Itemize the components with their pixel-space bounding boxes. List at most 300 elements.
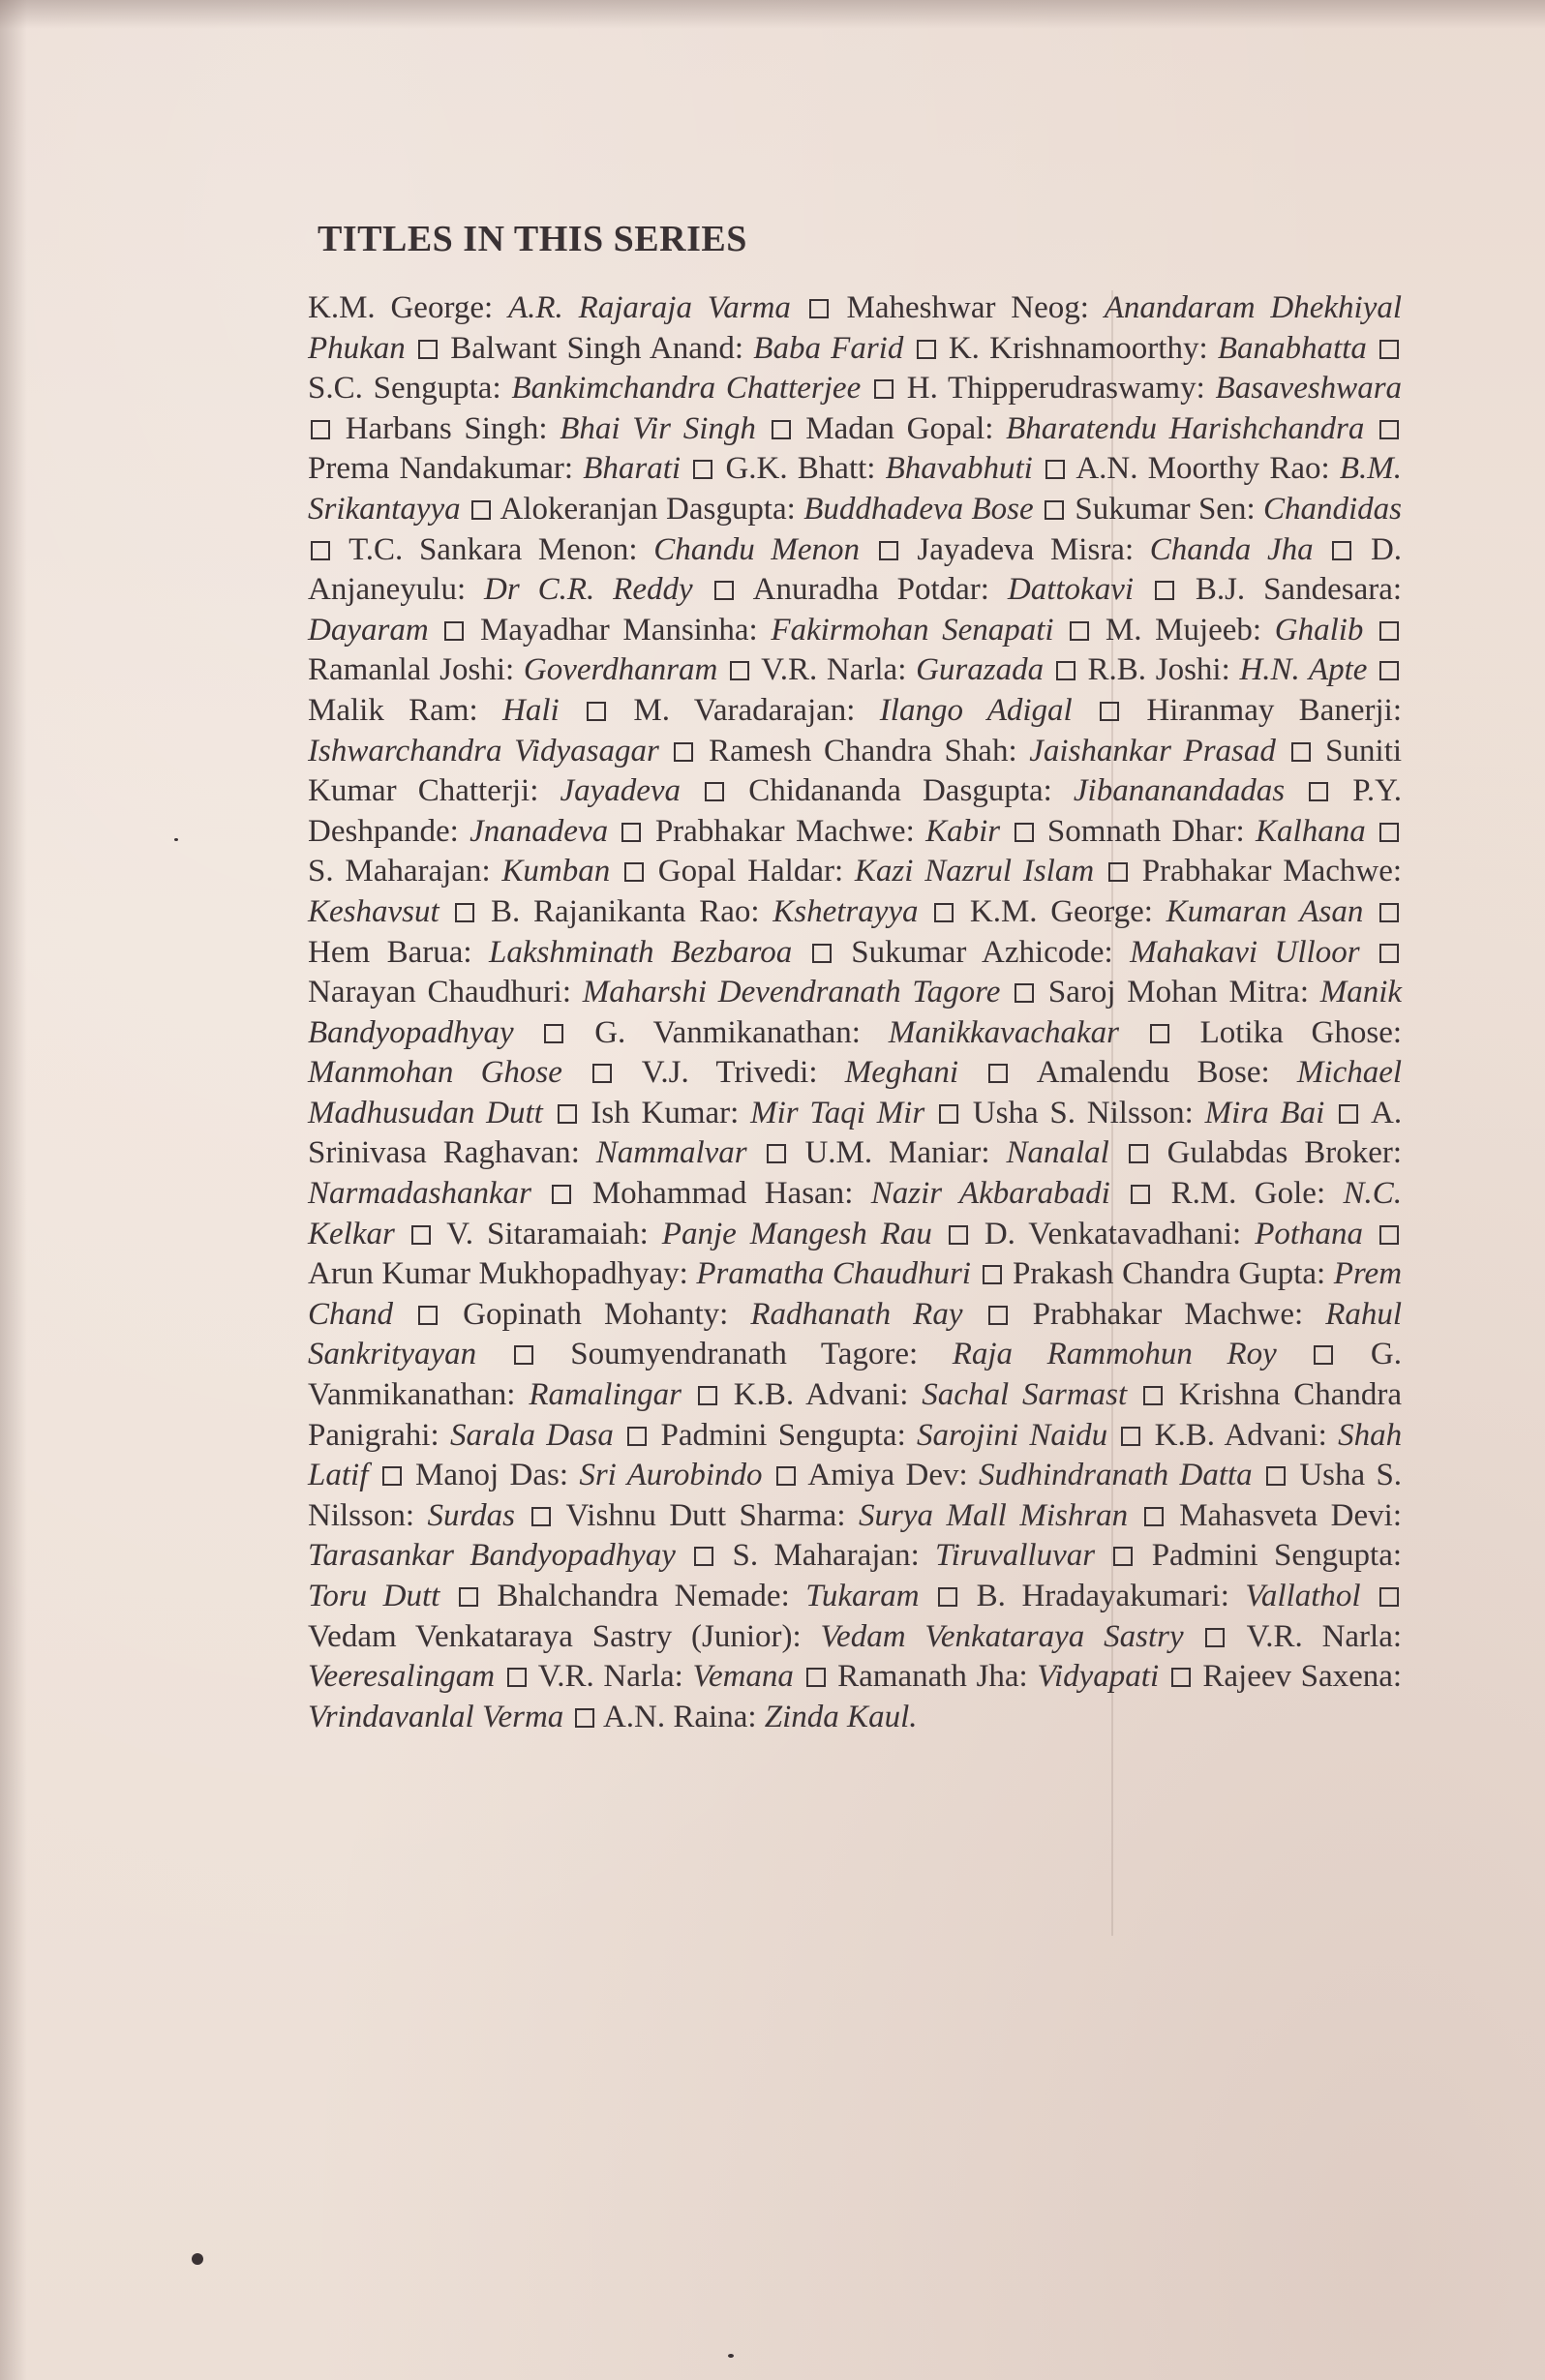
entry-author: V.R. Narla xyxy=(537,1659,675,1695)
series-entry: G.K. Bhatt: Bhavabhuti xyxy=(725,451,1033,487)
entry-author: Prabhakar Machwe xyxy=(1032,1296,1295,1332)
separator-box-icon xyxy=(1143,1386,1163,1405)
separator-box-icon xyxy=(459,1587,478,1607)
series-entry: Lotika Ghose: Manmohan Ghose xyxy=(308,1014,1403,1091)
ink-speck xyxy=(174,838,178,841)
ink-speck xyxy=(728,2354,734,2358)
entry-author: Jayadeva Misra xyxy=(917,531,1125,567)
entry-title: H.N. Apte xyxy=(1239,652,1368,688)
entry-title: Radhanath Ray xyxy=(750,1296,963,1332)
series-entry: Saroj Mohan Mitra: Manik Bandyopadhyay xyxy=(308,975,1403,1050)
separator-box-icon xyxy=(938,1587,957,1607)
entry-author: V.R. Narla xyxy=(1246,1618,1393,1654)
entry-title: Dattokavi xyxy=(1007,572,1135,608)
entry-title: Vallathol xyxy=(1245,1579,1361,1613)
separator-box-icon xyxy=(698,1386,717,1405)
entry-title: Hali xyxy=(502,692,560,728)
entry-author: Usha S. Nilsson xyxy=(972,1095,1185,1130)
separator-box-icon xyxy=(1379,420,1399,439)
series-entry: Prabhakar Machwe: Rahul Sankrityayan xyxy=(308,1296,1403,1372)
series-entry: Manoj Das: Sri Aurobindo xyxy=(415,1458,763,1493)
entry-author: S. Maharajan xyxy=(308,854,482,889)
series-entry: V.R. Narla: Gurazada xyxy=(761,652,1045,688)
entry-author: Prema Nandakumar xyxy=(308,451,564,487)
separator-box-icon xyxy=(714,581,734,600)
titles-list xyxy=(308,288,1402,1737)
separator-box-icon xyxy=(1379,903,1399,922)
entry-title: Jibananandadas xyxy=(1073,773,1286,809)
entry-title: Kumban xyxy=(501,854,611,889)
series-entry: Prabhakar Machwe: Keshavsut xyxy=(308,854,1403,929)
entry-author: Maheshwar Neog xyxy=(846,290,1080,325)
series-entry: S.C. Sengupta: Bankimchandra Chatterjee xyxy=(308,371,862,407)
separator-box-icon xyxy=(411,1225,431,1245)
series-entry: V.R. Narla: Vemana xyxy=(537,1659,794,1695)
series-entry: Amiya Dev: Sudhindranath Datta xyxy=(807,1458,1253,1493)
separator-box-icon xyxy=(934,903,954,922)
series-entry: G. Vanmikanathan: Manikkavachakar xyxy=(594,1014,1119,1050)
separator-box-icon xyxy=(1100,702,1119,721)
series-entry: P.Y. Deshpande: Jnanadeva xyxy=(308,773,1403,849)
entry-title: Narmadashankar xyxy=(308,1176,532,1212)
entry-author: Prakash Chandra Gupta xyxy=(1013,1256,1318,1292)
entry-author: K.M. George xyxy=(308,290,484,325)
separator-box-icon xyxy=(1266,1466,1286,1486)
entry-author: Prabhakar Machwe xyxy=(654,813,906,849)
entry-title: Nazir Akbarabadi xyxy=(870,1176,1110,1212)
entry-author: K.M. George xyxy=(969,893,1144,929)
series-entry: K.M. George: Kumaran Asan xyxy=(969,893,1364,929)
entry-title: Anandaram Dhekhiyal Phukan xyxy=(308,290,1403,366)
separator-box-icon xyxy=(1070,621,1089,641)
entry-title: Panje Mangesh Rau xyxy=(661,1216,932,1251)
entry-author: Amiya Dev xyxy=(807,1458,959,1493)
series-entry: Somnath Dhar: Kalhana xyxy=(1046,813,1366,849)
entry-title: Dayaram xyxy=(308,612,429,648)
entry-author: K. Krishnamoorthy xyxy=(948,330,1199,366)
series-entry: S. Maharajan: Kumban xyxy=(308,854,611,889)
entry-author: Mayadhar Mansinha xyxy=(479,612,749,648)
series-entry: Jayadeva Misra: Chanda Jha xyxy=(917,531,1314,567)
entry-title: Pothana xyxy=(1255,1216,1364,1251)
entry-author: Mahasveta Devi xyxy=(1179,1497,1393,1533)
series-entry: Soumyendranath Tagore: Raja Rammohun Roy xyxy=(570,1337,1277,1372)
series-entry: Ramanath Jha: Vidyapati xyxy=(837,1659,1160,1695)
separator-box-icon xyxy=(1339,1104,1358,1124)
entry-author: B.J. Sandesara xyxy=(1195,572,1393,608)
entry-author: Prabhakar Machwe xyxy=(1141,854,1393,889)
entry-author: V.R. Narla xyxy=(761,652,898,688)
entry-author: Vishnu Dutt Sharma xyxy=(565,1497,837,1533)
separator-box-icon xyxy=(575,1708,594,1728)
series-entry: A.N. Moorthy Rao: B.M. Srikantayya xyxy=(308,451,1402,527)
separator-box-icon xyxy=(674,742,693,762)
series-entry: K.B. Advani: Sachal Sarmast xyxy=(733,1377,1128,1413)
entry-title: Bharatendu Harishchandra xyxy=(1006,410,1365,446)
separator-box-icon xyxy=(1150,1024,1169,1043)
separator-box-icon xyxy=(1332,541,1351,560)
separator-box-icon xyxy=(1379,823,1399,842)
entry-author: R.M. Gole xyxy=(1170,1176,1317,1212)
separator-box-icon xyxy=(507,1668,527,1687)
series-entry: D. Venkatavadhani: Pothana xyxy=(984,1216,1364,1251)
entry-title: Banabhatta xyxy=(1217,330,1367,366)
separator-box-icon xyxy=(705,782,724,801)
separator-box-icon xyxy=(1171,1668,1191,1687)
separator-box-icon xyxy=(592,1064,612,1083)
series-entry: Sukumar Sen: Chandidas xyxy=(1075,491,1403,527)
entry-author: G. Vanmikanathan xyxy=(308,1337,1403,1413)
series-entry: Usha S. Nilsson: Surdas xyxy=(308,1458,1403,1533)
separator-box-icon xyxy=(949,1225,968,1245)
entry-author: D. Anjaneyulu xyxy=(308,531,1403,608)
entry-author: Alokeranjan Dasgupta xyxy=(500,491,787,527)
series-entry: R.M. Gole: N.C. Kelkar xyxy=(308,1176,1403,1251)
entry-title: Vemana xyxy=(692,1659,794,1695)
entry-author: Ish Kumar xyxy=(591,1095,731,1130)
entry-author: Gopal Haldar xyxy=(657,854,834,889)
separator-box-icon xyxy=(514,1345,533,1365)
entry-title: Buddhadeva Bose xyxy=(803,491,1034,527)
series-entry: Prema Nandakumar: Bharati xyxy=(308,451,682,487)
entry-title: Tiruvalluvar xyxy=(935,1538,1096,1574)
entry-author: A.N. Moorthy Rao xyxy=(1075,451,1321,487)
series-entry: T.C. Sankara Menon: Chandu Menon xyxy=(348,531,861,567)
series-entry: Krishna Chandra Panigrahi: Sarala Dasa xyxy=(308,1377,1403,1453)
entry-author: S.C. Sengupta xyxy=(308,371,493,407)
entry-author: Somnath Dhar xyxy=(1046,813,1236,849)
entry-author: M. Varadarajan xyxy=(633,692,847,728)
entry-author: P.Y. Deshpande xyxy=(308,773,1403,849)
separator-box-icon xyxy=(1314,1345,1333,1365)
separator-box-icon xyxy=(694,1547,713,1566)
entry-author: S. Maharajan xyxy=(732,1538,911,1574)
series-entry: K.B. Advani: Shah Latif xyxy=(308,1417,1403,1493)
entry-title: Mira Bai xyxy=(1204,1095,1325,1130)
separator-box-icon xyxy=(1379,661,1399,680)
separator-box-icon xyxy=(1144,1507,1164,1526)
entry-author: Vedam Venkataraya Sastry (Junior) xyxy=(308,1618,793,1654)
series-entry: Prakash Chandra Gupta: Prem Chand xyxy=(308,1256,1403,1332)
entry-title: Michael Madhusudan Dutt xyxy=(308,1055,1403,1130)
series-entry: Mahasveta Devi: Tarasankar Bandyopadhyay xyxy=(308,1497,1402,1574)
separator-box-icon xyxy=(988,1064,1008,1083)
series-entry: H. Thipperudraswamy: Basaveshwara xyxy=(906,371,1403,407)
series-entry: Harbans Singh: Bhai Vir Singh xyxy=(345,410,756,446)
entry-title: Tarasankar Bandyopadhyay xyxy=(308,1538,676,1574)
separator-box-icon xyxy=(988,1306,1008,1325)
entry-author: Bhalchandra Nemade xyxy=(497,1579,781,1613)
separator-box-icon xyxy=(1045,460,1065,479)
series-entry: Arun Kumar Mukhopadhyay: Pramatha Chaudhuri xyxy=(308,1256,971,1292)
entry-author: V.J. Trivedi xyxy=(641,1055,809,1091)
entry-author: V. Sitaramaiah xyxy=(446,1216,640,1251)
series-entry: Narayan Chaudhuri: Maharshi Devendranath Tagore xyxy=(308,975,1001,1010)
entry-title: Rahul Sankrityayan xyxy=(308,1296,1403,1372)
series-entry: V. Sitaramaiah: Panje Mangesh Rau xyxy=(446,1216,932,1251)
entry-title: Prem Chand xyxy=(308,1256,1403,1332)
entry-title: Maharshi Devendranath Tagore xyxy=(582,975,1001,1010)
entry-author: Arun Kumar Mukhopadhyay xyxy=(308,1256,680,1292)
entry-title: Kabir xyxy=(925,813,1001,849)
series-entry: R.B. Joshi: H.N. Apte xyxy=(1087,652,1368,688)
series-entry: Gopal Haldar: Kazi Nazrul Islam xyxy=(657,854,1095,889)
series-entry: M. Varadarajan: Ilango Adigal xyxy=(633,692,1073,728)
separator-box-icon xyxy=(1131,1185,1150,1204)
entry-title: Nammalvar xyxy=(595,1135,747,1171)
series-entry: Sukumar Azhicode: Mahakavi Ulloor xyxy=(851,934,1360,970)
entry-title: Lakshminath Bezbaroa xyxy=(489,934,793,970)
series-entry: Hem Barua: Lakshminath Bezbaroa xyxy=(308,934,793,970)
entry-title: Jaishankar Prasad xyxy=(1029,733,1276,768)
series-entry: M. Mujeeb: Ghalib xyxy=(1105,612,1364,648)
entry-title: A.R. Rajaraja Varma xyxy=(507,290,791,325)
entry-author: Chidananda Dasgupta xyxy=(748,773,1044,809)
series-entry: Prabhakar Machwe: Kabir xyxy=(654,813,1001,849)
entry-author: Lotika Ghose xyxy=(1199,1014,1393,1050)
separator-box-icon xyxy=(812,944,832,963)
entry-author: K.B. Advani xyxy=(733,1377,900,1413)
entry-author: Gulabdas Broker xyxy=(1166,1135,1393,1171)
entry-title: Vrindavanlal Verma xyxy=(308,1699,564,1734)
entry-title: N.C. Kelkar xyxy=(308,1176,1403,1251)
separator-box-icon xyxy=(1108,862,1128,882)
entry-author: Ramanlal Joshi xyxy=(308,652,506,688)
entry-title: Kshetrayya xyxy=(772,893,919,929)
separator-box-icon xyxy=(1309,782,1328,801)
separator-box-icon xyxy=(311,541,330,560)
entry-title: Vedam Venkataraya Sastry xyxy=(820,1618,1184,1654)
entry-title: Zinda Kaul. xyxy=(764,1699,918,1734)
separator-box-icon xyxy=(558,1104,577,1124)
entry-author: Madan Gopal xyxy=(805,410,985,446)
entry-author: A. Srinivasa Raghavan xyxy=(308,1095,1403,1171)
series-entry: Padmini Sengupta: Toru Dutt xyxy=(308,1538,1403,1613)
entry-author: H. Thipperudraswamy xyxy=(906,371,1197,407)
separator-box-icon xyxy=(311,420,330,439)
separator-box-icon xyxy=(809,299,829,318)
entry-author: M. Mujeeb xyxy=(1105,612,1253,648)
entry-title: Ghalib xyxy=(1274,612,1364,648)
separator-box-icon xyxy=(1379,944,1399,963)
series-entry: Gulabdas Broker: Narmadashankar xyxy=(308,1135,1403,1212)
entry-author: Balwant Singh Anand xyxy=(450,330,735,366)
separator-box-icon xyxy=(1379,621,1399,641)
series-entry: Rajeev Saxena: Vrindavanlal Verma xyxy=(308,1659,1403,1734)
separator-box-icon xyxy=(471,500,491,520)
entry-author: K.B. Advani xyxy=(1154,1417,1318,1453)
separator-box-icon xyxy=(621,823,641,842)
entry-title: Toru Dutt xyxy=(308,1579,440,1613)
entry-author: Sukumar Sen xyxy=(1075,491,1247,527)
entry-title: Kumaran Asan xyxy=(1166,893,1364,929)
separator-box-icon xyxy=(776,1466,796,1486)
entry-author: Harbans Singh xyxy=(345,410,539,446)
entry-author: Manoj Das xyxy=(415,1458,560,1493)
series-entry: Chidananda Dasgupta: Jibananandadas xyxy=(748,773,1286,809)
entry-title: Manik Bandyopadhyay xyxy=(308,975,1403,1050)
entry-author: Ramanath Jha xyxy=(837,1659,1019,1695)
separator-box-icon xyxy=(455,903,474,922)
separator-box-icon xyxy=(772,420,791,439)
series-entry: B. Rajanikanta Rao: Kshetrayya xyxy=(491,893,919,929)
entry-title: Ilango Adigal xyxy=(879,692,1073,728)
separator-box-icon xyxy=(917,340,936,359)
entry-title: Tukaram xyxy=(805,1579,920,1613)
entry-title: B.M. Srikantayya xyxy=(308,451,1402,527)
series-entry: K. Krishnamoorthy: Banabhatta xyxy=(948,330,1367,366)
series-entry: Suniti Kumar Chatterji: Jayadeva xyxy=(308,733,1403,809)
separator-box-icon xyxy=(693,460,712,479)
series-entry: V.J. Trivedi: Meghani xyxy=(641,1055,959,1091)
separator-box-icon xyxy=(1379,1587,1399,1607)
separator-box-icon xyxy=(983,1265,1002,1284)
separator-box-icon xyxy=(730,661,749,680)
entry-author: R.B. Joshi xyxy=(1087,652,1222,688)
entry-title: Sarala Dasa xyxy=(449,1417,614,1453)
series-entry: Malik Ram: Hali xyxy=(308,692,560,728)
entry-title: Bharati xyxy=(583,451,682,487)
entry-title: Sarojini Naidu xyxy=(917,1417,1108,1453)
series-entry: Amalendu Bose: Michael Madhusudan Dutt xyxy=(308,1055,1403,1130)
entry-title: Kalhana xyxy=(1256,813,1366,849)
series-entry: Hiranmay Banerji: Ishwarchandra Vidyasagar xyxy=(308,692,1402,768)
separator-box-icon xyxy=(531,1507,551,1526)
series-entry: Madan Gopal: Bharatendu Harishchandra xyxy=(805,410,1365,446)
entry-author: A.N. Raina xyxy=(602,1699,748,1734)
series-entry: D. Anjaneyulu: Dr C.R. Reddy xyxy=(308,531,1403,608)
entry-title: Goverdhanram xyxy=(523,652,718,688)
entry-title: Baba Farid xyxy=(753,330,904,366)
separator-box-icon xyxy=(552,1185,571,1204)
entry-title: Vidyapati xyxy=(1037,1659,1160,1695)
separator-box-icon xyxy=(627,1427,647,1446)
entry-title: Bankimchandra Chatterjee xyxy=(511,371,862,407)
separator-box-icon xyxy=(418,340,438,359)
entry-author: Malik Ram xyxy=(308,692,470,728)
separator-box-icon xyxy=(587,702,606,721)
separator-box-icon xyxy=(1015,823,1034,842)
series-entry: Ramanlal Joshi: Goverdhanram xyxy=(308,652,718,688)
series-entry: Bhalchandra Nemade: Tukaram xyxy=(497,1579,920,1613)
entry-title: Basaveshwara xyxy=(1215,371,1403,407)
entry-author: Padmini Sengupta xyxy=(1151,1538,1393,1574)
entry-author: Suniti Kumar Chatterji xyxy=(308,733,1403,809)
entry-author: Rajeev Saxena xyxy=(1202,1659,1393,1695)
entry-title: Bhai Vir Singh xyxy=(560,410,756,446)
entry-title: Chandu Menon xyxy=(653,531,861,567)
entry-title: Chanda Jha xyxy=(1149,531,1314,567)
entry-title: Raja Rammohun Roy xyxy=(952,1337,1277,1372)
series-entry: K.M. George: A.R. Rajaraja Varma xyxy=(308,290,791,325)
entry-title: Shah Latif xyxy=(308,1417,1403,1493)
series-entry: V.R. Narla: Veeresalingam xyxy=(308,1618,1403,1695)
separator-box-icon xyxy=(879,541,898,560)
series-entry: A.N. Raina: Zinda Kaul. xyxy=(602,1699,918,1734)
entry-title: Surdas xyxy=(427,1497,516,1533)
entry-author: B. Hradayakumari xyxy=(976,1579,1221,1613)
ink-speck xyxy=(192,2253,203,2265)
entry-author: Hem Barua xyxy=(308,934,464,970)
entry-title: Ishwarchandra Vidyasagar xyxy=(308,733,659,768)
separator-box-icon xyxy=(874,379,894,399)
separator-box-icon xyxy=(444,621,464,641)
separator-box-icon xyxy=(939,1104,958,1124)
separator-box-icon xyxy=(1015,983,1034,1003)
entry-author: Amalendu Bose xyxy=(1036,1055,1261,1091)
entry-title: Sudhindranath Datta xyxy=(978,1458,1253,1493)
entry-title: Meghani xyxy=(844,1055,959,1091)
separator-box-icon xyxy=(1379,340,1399,359)
series-entry: Mohammad Hasan: Nazir Akbarabadi xyxy=(591,1176,1110,1212)
entry-title: Bhavabhuti xyxy=(885,451,1033,487)
separator-box-icon xyxy=(806,1668,826,1687)
entry-title: Gurazada xyxy=(916,652,1045,688)
separator-box-icon xyxy=(1056,661,1075,680)
separator-box-icon xyxy=(1113,1547,1133,1566)
entry-title: Nanalal xyxy=(1006,1135,1109,1171)
entry-author: Ramesh Chandra Shah xyxy=(709,733,1009,768)
entry-title: Surya Mall Mishran xyxy=(859,1497,1129,1533)
entry-author: Gopinath Mohanty xyxy=(463,1296,720,1332)
separator-box-icon xyxy=(1291,742,1311,762)
series-entry: Gopinath Mohanty: Radhanath Ray xyxy=(463,1296,963,1332)
entry-author: Usha S. Nilsson xyxy=(308,1458,1403,1533)
entry-title: Sachal Sarmast xyxy=(922,1377,1128,1413)
entry-author: U.M. Maniar xyxy=(804,1135,982,1171)
separator-box-icon xyxy=(767,1144,786,1163)
series-entry: Mayadhar Mansinha: Fakirmohan Senapati xyxy=(479,612,1054,648)
series-entry: G. Vanmikanathan: Ramalingar xyxy=(308,1337,1403,1413)
entry-title: Dr C.R. Reddy xyxy=(484,572,693,608)
series-entry: B. Hradayakumari: Vallathol xyxy=(976,1579,1361,1613)
separator-box-icon xyxy=(382,1466,402,1486)
entry-title: Chandidas xyxy=(1263,491,1403,527)
entry-author: Narayan Chaudhuri xyxy=(308,975,562,1010)
entry-title: Fakirmohan Senapati xyxy=(771,612,1054,648)
page-edge-shadow-left xyxy=(0,0,27,2380)
entry-title: Ramalingar xyxy=(529,1377,682,1413)
entry-title: Mir Taqi Mir xyxy=(750,1095,925,1130)
entry-title: Veeresalingam xyxy=(308,1659,496,1695)
entry-title: Jayadeva xyxy=(560,773,682,809)
series-entry: Anuradha Potdar: Dattokavi xyxy=(752,572,1135,608)
series-entry: Usha S. Nilsson: Mira Bai xyxy=(972,1095,1325,1130)
series-entry: Vedam Venkataraya Sastry (Junior): Vedam Venkataraya Sastry xyxy=(308,1618,1184,1654)
series-entry: Padmini Sengupta: Sarojini Naidu xyxy=(660,1417,1108,1453)
separator-box-icon xyxy=(1155,581,1174,600)
series-entry: Maheshwar Neog: Anandaram Dhekhiyal Phukan xyxy=(308,290,1403,366)
entry-author: Padmini Sengupta xyxy=(660,1417,897,1453)
series-entry: Vishnu Dutt Sharma: Surya Mall Mishran xyxy=(565,1497,1129,1533)
series-entry: Alokeranjan Dasgupta: Buddhadeva Bose xyxy=(500,491,1034,527)
separator-box-icon xyxy=(418,1306,438,1325)
entry-author: Krishna Chandra Panigrahi xyxy=(308,1377,1403,1453)
entry-title: Manmohan Ghose xyxy=(308,1055,562,1091)
separator-box-icon xyxy=(624,862,644,882)
series-entry: Balwant Singh Anand: Baba Farid xyxy=(450,330,904,366)
entry-author: D. Venkatavadhani xyxy=(984,1216,1233,1251)
separator-box-icon xyxy=(1121,1427,1140,1446)
entry-author: G. Vanmikanathan xyxy=(594,1014,852,1050)
entry-author: T.C. Sankara Menon xyxy=(348,531,629,567)
separator-box-icon xyxy=(1045,500,1064,520)
entry-author: B. Rajanikanta Rao xyxy=(491,893,751,929)
separator-box-icon xyxy=(544,1024,563,1043)
entry-author: Hiranmay Banerji xyxy=(1146,692,1393,728)
series-entry: S. Maharajan: Tiruvalluvar xyxy=(732,1538,1096,1574)
series-entry: B.J. Sandesara: Dayaram xyxy=(308,572,1403,648)
